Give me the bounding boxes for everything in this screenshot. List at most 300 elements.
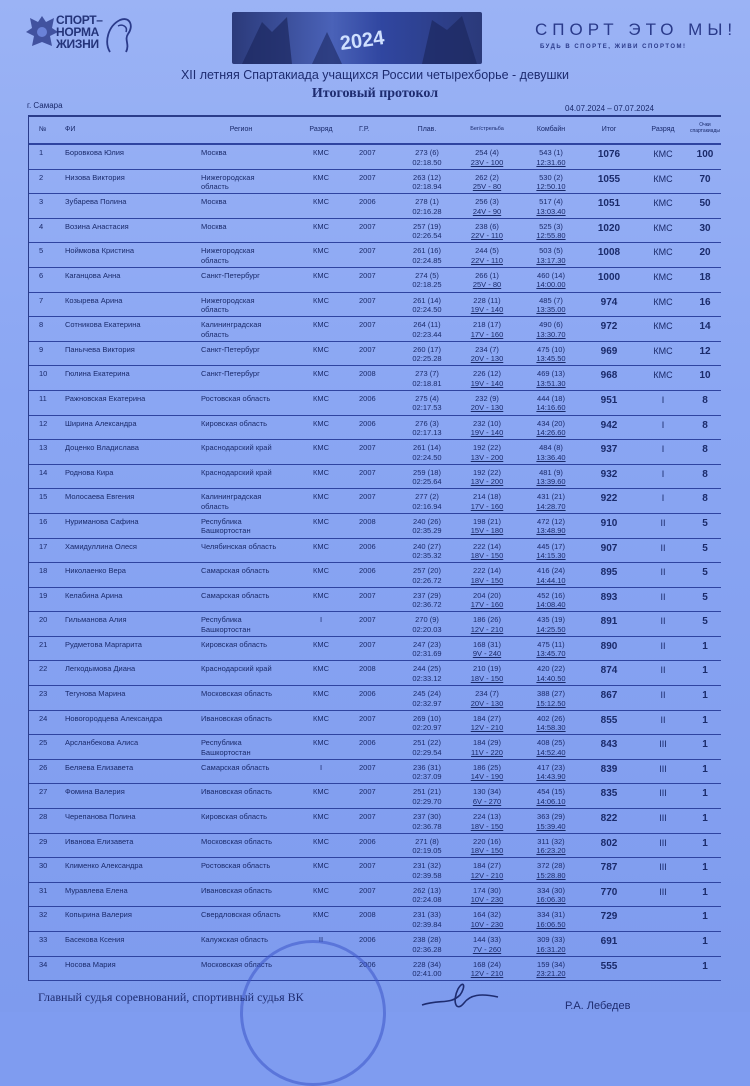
rank: КМС bbox=[312, 689, 330, 699]
row-number: 2 bbox=[39, 172, 44, 182]
row-number: 15 bbox=[39, 492, 48, 502]
rank: КМС bbox=[312, 664, 330, 674]
athlete-name: Фомина Валерия bbox=[65, 787, 125, 797]
combined-result-detail: 13:51.30 bbox=[536, 378, 566, 388]
swim-result-detail: 02:20.03 bbox=[412, 624, 442, 634]
swim-result-detail: 02:39.58 bbox=[412, 870, 442, 880]
date-range: 04.07.2024 – 07.07.2024 bbox=[565, 104, 654, 113]
combined-result bbox=[521, 369, 581, 388]
spartakiad-points: 14 bbox=[699, 321, 711, 333]
swim-result-points: 240 (27) bbox=[413, 541, 441, 551]
swim-result-points: 238 (28) bbox=[413, 935, 441, 944]
combined-result-detail: 13:39.60 bbox=[536, 477, 566, 487]
region: Республика Башкортостан bbox=[201, 516, 251, 536]
swim-result-points: 264 (11) bbox=[413, 320, 441, 330]
combined-result bbox=[521, 542, 581, 561]
combined-result-points: 475 (10) bbox=[537, 344, 565, 354]
athlete-name: Тегунова Марина bbox=[65, 689, 126, 699]
table-row bbox=[29, 686, 721, 711]
combined-result-detail: 13:17.30 bbox=[536, 255, 566, 265]
birth-year: 2007 bbox=[359, 344, 376, 354]
table-row bbox=[29, 637, 721, 662]
table-row bbox=[29, 760, 721, 785]
region: Санкт-Петербург bbox=[201, 270, 260, 280]
rank: КМС bbox=[312, 246, 330, 256]
run-shoot-result-points: 254 (4) bbox=[475, 148, 499, 157]
rank: КМС bbox=[312, 172, 330, 182]
total-score: 874 bbox=[600, 665, 618, 677]
spartakiad-points: 8 bbox=[702, 419, 708, 431]
combined-result-points: 402 (26) bbox=[537, 713, 565, 723]
spartakiad-points: 1 bbox=[702, 911, 708, 923]
combined-result bbox=[521, 738, 581, 757]
swim-result bbox=[397, 615, 457, 634]
rank: КМС bbox=[312, 467, 330, 477]
table-row bbox=[29, 588, 721, 613]
athlete-name: Хамидуллина Олеся bbox=[65, 541, 137, 551]
region: Калининградская область bbox=[201, 320, 262, 339]
athlete-name: Клименко Александра bbox=[65, 861, 143, 871]
table-row bbox=[29, 268, 721, 293]
final-rank: II bbox=[660, 640, 666, 651]
combined-result bbox=[521, 443, 581, 462]
combined-result-points: 525 (3) bbox=[539, 221, 563, 231]
rank: КМС bbox=[312, 885, 330, 895]
run-shoot-result-points: 186 (26) bbox=[473, 615, 501, 625]
rank: КМС bbox=[312, 221, 330, 231]
swim-result-points: 251 (21) bbox=[413, 787, 441, 797]
swim-result-detail: 02:23.44 bbox=[412, 329, 442, 339]
rank: КМС bbox=[312, 197, 330, 207]
swim-result-detail: 02:31.69 bbox=[412, 649, 442, 659]
swim-result-detail: 02:29.70 bbox=[412, 796, 442, 806]
swim-result-detail: 02:16.28 bbox=[412, 206, 442, 216]
swim-result-detail: 02:25.64 bbox=[412, 477, 442, 487]
swim-result-detail: 02:17.13 bbox=[412, 428, 442, 438]
swim-result bbox=[397, 714, 457, 733]
total-score: 1020 bbox=[597, 222, 621, 234]
run-shoot-result-points: 256 (3) bbox=[475, 197, 499, 207]
swim-result-points: 269 (10) bbox=[413, 713, 441, 723]
athlete-name: Панычева Виктория bbox=[65, 344, 135, 354]
run-shoot-result bbox=[457, 173, 517, 192]
swim-result-detail: 02:24.50 bbox=[412, 452, 442, 462]
spartakiad-points: 18 bbox=[699, 271, 711, 283]
combined-result-detail: 13:48.90 bbox=[536, 526, 566, 536]
protocol-title: Итоговый протокол bbox=[311, 86, 439, 101]
combined-result bbox=[521, 394, 581, 413]
combined-result-detail: 14:25.50 bbox=[536, 624, 566, 634]
total-score: 968 bbox=[600, 370, 618, 382]
athlete-name: Иванова Елизавета bbox=[65, 836, 134, 846]
combined-result-detail: 15:12.50 bbox=[536, 698, 566, 708]
birth-year: 2007 bbox=[359, 639, 376, 649]
final-rank: I bbox=[661, 419, 665, 430]
table-row bbox=[29, 834, 721, 859]
run-shoot-result bbox=[457, 763, 517, 782]
swim-result-detail: 02:36.78 bbox=[412, 821, 442, 831]
combined-result-detail: 16:06.30 bbox=[536, 895, 566, 905]
run-shoot-result-points: 198 (21) bbox=[473, 516, 501, 526]
table-row bbox=[29, 612, 721, 637]
region: Москва bbox=[201, 221, 227, 231]
birth-year: 2007 bbox=[359, 320, 376, 330]
combined-result-detail: 13:30.70 bbox=[536, 329, 566, 339]
swim-result bbox=[397, 296, 457, 315]
swim-result bbox=[397, 542, 457, 561]
athlete-name: Николаенко Вера bbox=[65, 566, 126, 576]
swim-result-detail: 02:18.81 bbox=[412, 378, 442, 388]
run-shoot-result bbox=[457, 394, 517, 413]
row-number: 18 bbox=[39, 566, 48, 576]
run-shoot-result-detail: 12V - 210 bbox=[470, 723, 504, 733]
spartakiad-points: 5 bbox=[702, 542, 708, 554]
swim-result-detail: 02:37.09 bbox=[412, 772, 442, 782]
swim-result-points: 251 (22) bbox=[413, 738, 441, 748]
run-shoot-result-detail: 19V - 140 bbox=[470, 305, 504, 315]
final-rank: II bbox=[660, 517, 666, 528]
athlete-name: Копырина Валерия bbox=[65, 910, 132, 920]
run-shoot-result bbox=[457, 468, 517, 487]
combined-result-detail: 23:21.20 bbox=[536, 969, 566, 979]
combined-result bbox=[521, 197, 581, 216]
swim-result-points: 231 (33) bbox=[413, 910, 441, 920]
combined-result bbox=[521, 148, 581, 167]
run-shoot-result-points: 184 (27) bbox=[473, 861, 501, 871]
table-row bbox=[29, 170, 721, 195]
row-number: 27 bbox=[39, 787, 48, 797]
table-header-row bbox=[29, 117, 721, 145]
judge-label: Главный судья соревнований, спортивный судья ВК bbox=[38, 990, 304, 1004]
final-rank: II bbox=[660, 616, 666, 627]
table-row bbox=[29, 391, 721, 416]
combined-result-points: 334 (31) bbox=[537, 910, 565, 920]
run-shoot-result bbox=[457, 640, 517, 659]
row-number: 21 bbox=[39, 639, 48, 649]
run-shoot-result-detail: 18V - 150 bbox=[470, 575, 504, 585]
swim-result bbox=[397, 443, 457, 462]
column-header-combined: Комбайн bbox=[536, 126, 566, 133]
region: Московская область bbox=[201, 689, 272, 699]
run-shoot-result-points: 174 (30) bbox=[473, 885, 501, 895]
final-rank: III bbox=[659, 739, 667, 750]
run-shoot-result-points: 204 (20) bbox=[473, 590, 501, 600]
total-score: 895 bbox=[600, 567, 618, 579]
row-number: 25 bbox=[39, 738, 48, 748]
athlete-name: Каганцова Анна bbox=[65, 270, 121, 280]
birth-year: 2008 bbox=[359, 516, 376, 526]
swim-result-points: 247 (23) bbox=[413, 639, 441, 649]
swim-result bbox=[397, 591, 457, 610]
final-rank: КМС bbox=[653, 370, 673, 381]
swim-result-points: 231 (32) bbox=[413, 861, 441, 871]
rank: I bbox=[319, 762, 323, 772]
region: Республика Башкортостан bbox=[201, 615, 251, 634]
total-score: 891 bbox=[600, 616, 618, 628]
region: Краснодарский край bbox=[201, 664, 272, 674]
final-rank: III bbox=[659, 813, 667, 824]
column-header-final-rank: Разряд bbox=[651, 126, 675, 133]
swim-result-points: 277 (2) bbox=[415, 492, 439, 502]
table-row bbox=[29, 539, 721, 564]
birth-year: 2007 bbox=[359, 270, 376, 280]
swim-result bbox=[397, 320, 457, 339]
combined-result-detail: 16:23.20 bbox=[536, 846, 566, 856]
combined-result bbox=[521, 419, 581, 438]
region: Нижегородская область bbox=[201, 246, 255, 265]
combined-result-points: 452 (16) bbox=[537, 590, 565, 600]
combined-result-detail: 14:58.30 bbox=[536, 723, 566, 733]
run-shoot-result-detail: 18V - 150 bbox=[470, 821, 504, 831]
run-shoot-result-points: 226 (12) bbox=[473, 369, 501, 379]
total-score: 942 bbox=[600, 419, 618, 431]
athlete-name: Басекова Ксения bbox=[65, 935, 125, 944]
combined-result-points: 435 (19) bbox=[537, 615, 565, 625]
run-shoot-result-points: 224 (13) bbox=[473, 812, 501, 822]
birth-year: 2007 bbox=[359, 713, 376, 723]
run-shoot-result-points: 234 (7) bbox=[475, 689, 499, 699]
region: Самарская область bbox=[201, 762, 270, 772]
swim-result bbox=[397, 837, 457, 856]
region: Московская область bbox=[201, 959, 272, 969]
run-shoot-result-detail: 18V - 150 bbox=[470, 673, 504, 683]
athlete-name: Возина Анастасия bbox=[65, 221, 129, 231]
birth-year: 2007 bbox=[359, 762, 376, 772]
combined-result-detail: 14:15.30 bbox=[536, 551, 566, 560]
spartakiad-points: 1 bbox=[702, 640, 708, 652]
column-header-swim: Плав. bbox=[417, 126, 437, 133]
run-shoot-result-detail: 13V - 200 bbox=[470, 452, 504, 462]
spartakiad-points: 5 bbox=[702, 517, 708, 529]
combined-result-points: 334 (30) bbox=[537, 885, 565, 895]
table-row bbox=[29, 145, 721, 170]
combined-result-points: 388 (27) bbox=[537, 689, 565, 699]
run-shoot-result bbox=[457, 320, 517, 339]
run-shoot-result-points: 192 (22) bbox=[473, 467, 501, 477]
final-rank: КМС bbox=[653, 173, 673, 184]
swim-result-detail: 02:36.72 bbox=[412, 600, 442, 610]
run-shoot-result bbox=[457, 443, 517, 462]
row-number: 28 bbox=[39, 812, 48, 822]
swim-result-detail: 02:29.54 bbox=[412, 747, 442, 757]
swim-result bbox=[397, 173, 457, 192]
birth-year: 2007 bbox=[359, 787, 376, 797]
rank: КМС bbox=[312, 295, 330, 305]
run-shoot-result bbox=[457, 615, 517, 634]
table-row bbox=[29, 219, 721, 244]
final-rank: II bbox=[660, 591, 666, 602]
athlete-name: Келабина Арина bbox=[65, 590, 123, 600]
logo-line: ЖИЗНИ bbox=[56, 37, 99, 51]
final-rank: I bbox=[661, 468, 665, 479]
column-header-birth-year: Г.Р. bbox=[359, 126, 370, 133]
run-shoot-result-detail: 22V - 110 bbox=[471, 231, 503, 241]
swim-result bbox=[397, 394, 457, 413]
rank: КМС bbox=[312, 861, 330, 871]
row-number: 13 bbox=[39, 443, 48, 453]
swim-result-points: 263 (12) bbox=[413, 172, 441, 182]
row-number: 14 bbox=[39, 467, 48, 477]
run-shoot-result-points: 164 (32) bbox=[473, 910, 501, 920]
combined-result-points: 481 (9) bbox=[539, 467, 563, 477]
run-shoot-result-points: 220 (16) bbox=[473, 836, 501, 846]
combined-result-points: 311 (32) bbox=[537, 836, 565, 846]
birth-year: 2006 bbox=[359, 393, 376, 403]
run-shoot-result bbox=[457, 812, 517, 831]
slogan-subtitle: БУДЬ В СПОРТЕ, ЖИВИ СПОРТОМ! bbox=[540, 44, 687, 50]
combined-result bbox=[521, 222, 581, 241]
official-stamp bbox=[240, 940, 386, 1086]
birth-year: 2006 bbox=[359, 935, 376, 944]
region: Ростовская область bbox=[201, 861, 271, 871]
athlete-name: Боровкова Юлия bbox=[65, 148, 124, 157]
row-number: 9 bbox=[39, 344, 44, 354]
region: Ивановская область bbox=[201, 787, 272, 797]
run-shoot-result-points: 186 (25) bbox=[473, 762, 501, 772]
spartakiad-points: 5 bbox=[702, 616, 708, 628]
combined-result-points: 434 (20) bbox=[537, 418, 565, 428]
final-rank: КМС bbox=[653, 247, 673, 258]
run-shoot-result bbox=[457, 861, 517, 880]
run-shoot-result-detail: 9V - 240 bbox=[472, 649, 502, 659]
run-shoot-result-detail: 19V - 140 bbox=[470, 428, 504, 438]
region: Москва bbox=[201, 197, 227, 207]
swim-result-detail: 02:26.72 bbox=[412, 575, 442, 585]
total-score: 893 bbox=[600, 591, 618, 603]
table-row bbox=[29, 416, 721, 441]
swim-result-detail: 02:17.53 bbox=[412, 403, 442, 413]
swim-result-detail: 02:32.97 bbox=[412, 698, 442, 708]
swim-result-detail: 02:24.08 bbox=[412, 895, 442, 905]
athlete-name: Арсланбекова Алиса bbox=[65, 738, 139, 748]
swim-result bbox=[397, 148, 457, 167]
combined-result-detail: 13:35.00 bbox=[536, 305, 566, 315]
swim-result-points: 245 (24) bbox=[413, 689, 441, 699]
combined-result bbox=[521, 271, 581, 290]
final-rank: I bbox=[661, 444, 665, 455]
birth-year: 2007 bbox=[359, 467, 376, 477]
swim-result-detail: 02:24.50 bbox=[412, 305, 442, 315]
run-shoot-result-detail: 13V - 200 bbox=[470, 477, 504, 487]
row-number: 11 bbox=[39, 393, 47, 403]
sport-norm-logo bbox=[56, 14, 103, 50]
column-header-total: Итог bbox=[601, 126, 617, 133]
birth-year: 2006 bbox=[359, 566, 376, 576]
row-number: 29 bbox=[39, 836, 48, 846]
swim-result bbox=[397, 935, 457, 954]
swim-result bbox=[397, 812, 457, 831]
total-score: 1000 bbox=[597, 271, 621, 283]
row-number: 32 bbox=[39, 910, 48, 920]
final-rank: КМС bbox=[653, 222, 673, 233]
spartakiad-points: 1 bbox=[702, 714, 708, 726]
row-number: 20 bbox=[39, 615, 48, 625]
table-row bbox=[29, 440, 721, 465]
run-shoot-result-points: 192 (22) bbox=[473, 443, 501, 453]
run-shoot-result-detail: 22V - 110 bbox=[471, 255, 503, 265]
table-body bbox=[29, 145, 721, 981]
total-score: 787 bbox=[600, 862, 618, 874]
athlete-name: Гильманова Алия bbox=[65, 615, 127, 625]
table-row bbox=[29, 932, 721, 957]
table-row bbox=[29, 194, 721, 219]
row-number: 8 bbox=[39, 320, 44, 330]
swim-result-points: 261 (16) bbox=[413, 246, 441, 256]
swim-result-points: 270 (9) bbox=[415, 615, 439, 625]
region: Краснодарский край bbox=[201, 467, 272, 477]
run-shoot-result-points: 184 (27) bbox=[473, 713, 501, 723]
run-shoot-result bbox=[457, 246, 517, 265]
swim-result bbox=[397, 246, 457, 265]
birth-year: 2006 bbox=[359, 689, 376, 699]
total-score: 867 bbox=[600, 690, 618, 702]
table-row bbox=[29, 514, 721, 539]
swim-result-points: 228 (34) bbox=[413, 959, 441, 969]
combined-result-points: 485 (7) bbox=[539, 295, 563, 305]
mascot-icon bbox=[100, 12, 140, 58]
total-score: 555 bbox=[600, 960, 618, 972]
final-rank: II bbox=[660, 567, 666, 578]
region: Ивановская область bbox=[201, 885, 272, 895]
swim-result bbox=[397, 787, 457, 806]
combined-result bbox=[521, 296, 581, 315]
table-row bbox=[29, 883, 721, 908]
event-title: XII летняя Спартакиада учащихся России четырехборье - девушки bbox=[180, 68, 570, 82]
combined-result bbox=[521, 960, 581, 979]
combined-result-detail: 14:06.10 bbox=[536, 796, 566, 806]
row-number: 34 bbox=[39, 959, 48, 969]
combined-result-detail: 12:55.80 bbox=[536, 231, 566, 241]
table-row bbox=[29, 907, 721, 932]
run-shoot-result bbox=[457, 222, 517, 241]
combined-result bbox=[521, 763, 581, 782]
run-shoot-result-detail: 20V - 130 bbox=[470, 403, 504, 413]
run-shoot-result-points: 266 (1) bbox=[475, 270, 499, 280]
combined-result-detail: 13:36.40 bbox=[536, 452, 566, 462]
table-row bbox=[29, 784, 721, 809]
combined-result-detail: 16:06.50 bbox=[536, 919, 566, 929]
spartakiad-points: 1 bbox=[702, 788, 708, 800]
combined-result-detail: 14:44.10 bbox=[536, 575, 566, 585]
birth-year: 2007 bbox=[359, 615, 376, 625]
run-shoot-result-detail: 24V - 90 bbox=[472, 206, 502, 216]
combined-result-points: 416 (24) bbox=[537, 566, 565, 576]
total-score: 907 bbox=[600, 542, 618, 554]
row-number: 16 bbox=[39, 516, 48, 526]
swim-result-detail: 02:25.28 bbox=[412, 354, 442, 364]
combined-result bbox=[521, 468, 581, 487]
run-shoot-result-detail: 6V - 270 bbox=[472, 796, 502, 806]
swim-result bbox=[397, 419, 457, 438]
combined-result-detail: 14:00.00 bbox=[536, 280, 566, 290]
combined-result-points: 469 (13) bbox=[537, 369, 565, 379]
region: Кировская область bbox=[201, 418, 268, 428]
birth-year: 2006 bbox=[359, 197, 376, 207]
run-shoot-result bbox=[457, 714, 517, 733]
athlete-name: Ширина Александра bbox=[65, 418, 137, 428]
combined-result bbox=[521, 837, 581, 856]
final-rank: III bbox=[659, 837, 667, 848]
run-shoot-result bbox=[457, 148, 517, 167]
judge-name: Р.А. Лебедев bbox=[565, 1000, 631, 1012]
region: Москва bbox=[201, 148, 227, 157]
run-shoot-result-detail: 17V - 160 bbox=[470, 501, 504, 511]
athlete-name: Нуриманова Сафина bbox=[65, 516, 139, 526]
total-score: 839 bbox=[600, 763, 618, 775]
row-number: 1 bbox=[39, 148, 44, 157]
combined-result-points: 543 (1) bbox=[539, 148, 563, 157]
column-header-rank: Разряд bbox=[309, 126, 333, 133]
